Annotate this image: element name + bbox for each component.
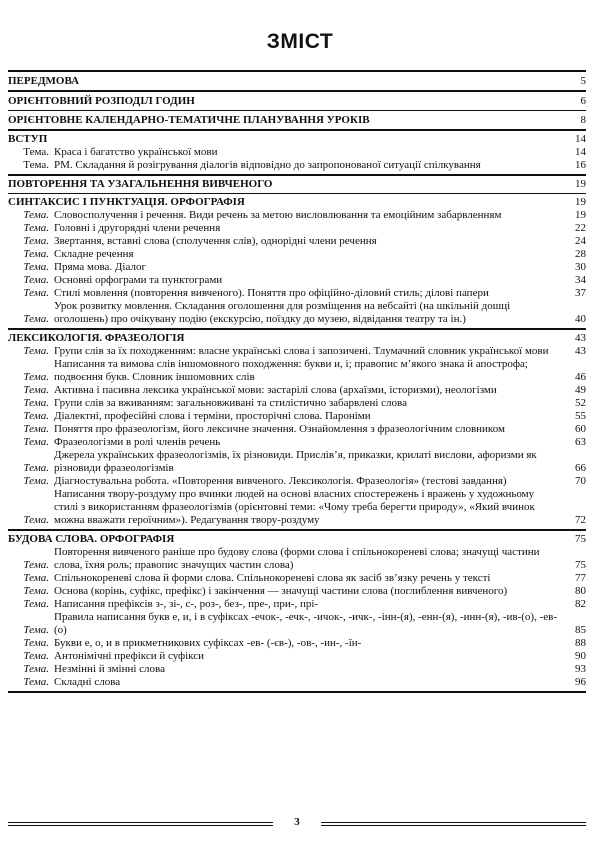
- entry-label: Тема.: [23, 235, 49, 247]
- entry-page-number: 24: [575, 235, 586, 247]
- entry-label: Тема.: [23, 209, 49, 221]
- entry-label: Тема.: [23, 371, 49, 383]
- entry-label: Тема.: [23, 345, 49, 357]
- entry-title: ОРІЄНТОВНИЙ РОЗПОДІЛ ГОДИН: [8, 95, 195, 107]
- entry-label: Тема.: [23, 397, 49, 409]
- entry-label: Тема.: [23, 384, 49, 396]
- entry-title: Букви е, о, и в прикметникових суфіксах -ев- (-єв-), -ов-, -ин-, -їн-: [54, 637, 362, 649]
- page-number: 3: [294, 816, 300, 828]
- toc-section-heading: [8, 178, 586, 191]
- toc-entry: [8, 449, 586, 475]
- toc-entry: [8, 209, 586, 222]
- entry-label: Тема.: [23, 598, 49, 610]
- entry-title: Правила написання букв е, и, і в суфіксах -ечок-, -ечк-, -ичок-, -ичк-, -інн-(я), -енн-(я), -инн-(я), -ив-(о), -ев-(о): [54, 611, 557, 636]
- toc-entry: [8, 384, 586, 397]
- divider: [8, 691, 586, 693]
- toc-entry: [8, 663, 586, 676]
- entry-page-number: 22: [575, 222, 586, 234]
- entry-page-number: 75: [575, 533, 586, 545]
- entry-label: Тема.: [23, 261, 49, 273]
- entry-title: Групи слів за їх походженням: власне українські слова і запозичені. Тлумачний словник української мови: [54, 345, 549, 357]
- entry-label: Тема.: [23, 462, 49, 474]
- entry-title: Урок розвитку мовлення. Складання оголошення для розміщення на вебсайті (на шкільній дошці оголошень) про очікувану подію (екскурсію, поїздку до музею, відвідання театру та ін.): [54, 300, 511, 325]
- toc-entry: [8, 235, 586, 248]
- entry-page-number: 19: [575, 178, 586, 190]
- toc-entry: [8, 488, 586, 527]
- entry-title: Спільнокореневі слова й форми слова. Спільнокореневі слова як засіб зв’язку речень у тексті: [54, 572, 491, 584]
- toc-entry: [8, 546, 586, 572]
- entry-title: ПЕРЕДМОВА: [8, 75, 80, 87]
- entry-label: Тема.: [23, 572, 49, 584]
- entry-label: Тема.: [23, 410, 49, 422]
- entry-page-number: 40: [575, 313, 586, 325]
- toc-entry: [8, 585, 586, 598]
- entry-title: Головні і другорядні члени речення: [54, 222, 221, 234]
- entry-title: Пряма мова. Діалог: [54, 261, 146, 273]
- entry-page-number: 14: [575, 146, 586, 158]
- entry-page-number: 19: [575, 209, 586, 221]
- toc-section-heading: [8, 95, 586, 108]
- table-of-contents: [8, 70, 586, 695]
- toc-entry: [8, 159, 586, 172]
- entry-title: Написання та вимова слів іншомовного походження: букви и, і; правопис м’якого знака й апострофа; подвоєння букв. Словник іншомовних слів: [54, 358, 528, 383]
- entry-title: Стилі мовлення (повторення вивченого). Поняття про офіційно-діловий стиль; ділові папери: [54, 287, 489, 299]
- entry-page-number: 72: [575, 514, 586, 526]
- toc-entry: [8, 345, 586, 358]
- toc-entry: [8, 572, 586, 585]
- entry-page-number: 88: [575, 637, 586, 649]
- entry-title: Основні орфограми та пунктограми: [54, 274, 223, 286]
- entry-title: Написання твору-роздуму про вчинки людей на основі власних спостережень і вражень у художньому стилі з використанням фразеологізмів (орієнтовні теми: «Чому треба берегти природу», «Який вчинок можна вважати героїчним»). Редагування твору-роздуму: [54, 488, 535, 526]
- divider: [8, 529, 586, 531]
- entry-title: Складні слова: [54, 676, 121, 688]
- divider: [8, 174, 586, 176]
- entry-page-number: 49: [575, 384, 586, 396]
- divider: [8, 328, 586, 330]
- entry-label: Тема.: [23, 436, 49, 448]
- entry-page-number: 70: [575, 475, 586, 487]
- toc-section-heading: [8, 133, 586, 146]
- entry-label: Тема.: [23, 274, 49, 286]
- entry-page-number: 5: [580, 75, 586, 87]
- entry-title: БУДОВА СЛОВА. ОРФОГРАФІЯ: [8, 533, 175, 545]
- toc-entry: [8, 261, 586, 274]
- toc-entry: [8, 248, 586, 261]
- toc-section-heading: [8, 114, 586, 127]
- entry-page-number: 14: [575, 133, 586, 145]
- entry-label: Тема.: [23, 676, 49, 688]
- toc-entry: [8, 436, 586, 449]
- toc-entry: [8, 358, 586, 384]
- entry-label: Тема.: [23, 559, 49, 571]
- entry-page-number: 46: [575, 371, 586, 383]
- entry-title: Діагностувальна робота. «Повторення вивченого. Лексикологія. Фразеологія» (тестові завдання): [54, 475, 507, 487]
- toc-entry: [8, 397, 586, 410]
- entry-title: Активна і пасивна лексика української мови: застарілі слова (архаїзми, історизми), неологізми: [54, 384, 497, 396]
- entry-page-number: 52: [575, 397, 586, 409]
- entry-page-number: 75: [575, 559, 586, 571]
- entry-page-number: 63: [575, 436, 586, 448]
- entry-label: Тема.: [23, 663, 49, 675]
- toc-section-heading: [8, 75, 586, 88]
- toc-entry: [8, 222, 586, 235]
- entry-title: СИНТАКСИС І ПУНКТУАЦІЯ. ОРФОГРАФІЯ: [8, 196, 245, 208]
- footer: [8, 816, 586, 830]
- entry-title: Краса і багатство української мови: [54, 146, 218, 158]
- divider: [8, 129, 586, 131]
- toc-entry: [8, 146, 586, 159]
- toc-entry: [8, 300, 586, 326]
- divider: [8, 90, 586, 92]
- entry-page-number: 30: [575, 261, 586, 273]
- toc-entry: [8, 637, 586, 650]
- toc-section-heading: [8, 332, 586, 345]
- entry-label: Тема.: [23, 514, 49, 526]
- toc-section-heading: [8, 196, 586, 209]
- entry-page-number: 34: [575, 274, 586, 286]
- entry-title: Звертання, вставні слова (сполучення слів), однорідні члени речення: [54, 235, 377, 247]
- entry-title: Основа (корінь, суфікс, префікс) і закінчення — значущі частини слова (поглиблення вивченого): [54, 585, 508, 597]
- entry-label: Тема.: [23, 146, 49, 158]
- entry-title: Діалектні, професійні слова і терміни, просторічні слова. Пароніми: [54, 410, 371, 422]
- entry-label: Тема.: [23, 475, 49, 487]
- divider: [8, 193, 586, 194]
- toc-entry: [8, 598, 586, 611]
- entry-label: Тема.: [23, 637, 49, 649]
- toc-entry: [8, 287, 586, 300]
- toc-entry: [8, 650, 586, 663]
- entry-title: Повторення вивченого раніше про будову слова (форми слова і спільнокореневі слова; значущі частини слова, їхня роль; правопис значущих частин слова): [54, 546, 540, 571]
- entry-title: Незмінні й змінні слова: [54, 663, 165, 675]
- entry-page-number: 43: [575, 345, 586, 357]
- toc-section-heading: [8, 533, 586, 546]
- entry-label: Тема.: [23, 624, 49, 636]
- entry-title: Написання префіксів з-, зі-, с-, роз-, без-, пре-, при-, прі-: [54, 598, 319, 610]
- page-title: ЗМІСТ: [266, 30, 334, 53]
- entry-page-number: 55: [575, 410, 586, 422]
- entry-page-number: 19: [575, 196, 586, 208]
- entry-title: Поняття про фразеологізм, його лексичне значення. Ознайомлення з фразеологічним словником: [54, 423, 505, 435]
- entry-title: ОРІЄНТОВНЕ КАЛЕНДАРНО-ТЕМАТИЧНЕ ПЛАНУВАННЯ УРОКІВ: [8, 114, 370, 126]
- toc-entry: [8, 676, 586, 689]
- entry-page-number: 8: [580, 114, 586, 126]
- entry-title: Складне речення: [54, 248, 134, 260]
- entry-label: Тема.: [23, 287, 49, 299]
- entry-page-number: 6: [580, 95, 586, 107]
- toc-entry: [8, 410, 586, 423]
- divider: [8, 70, 586, 72]
- divider: [8, 110, 586, 111]
- entry-page-number: 77: [575, 572, 586, 584]
- entry-title: Групи слів за вживанням: загальновживані та стилістично забарвлені слова: [54, 397, 407, 409]
- entry-label: Тема.: [23, 423, 49, 435]
- entry-page-number: 82: [575, 598, 586, 610]
- entry-page-number: 28: [575, 248, 586, 260]
- entry-title: РМ. Складання й розігрування діалогів відповідно до запропонованої ситуації спілкування: [54, 159, 481, 171]
- entry-page-number: 66: [575, 462, 586, 474]
- toc-entry: [8, 611, 586, 637]
- toc-entry: [8, 475, 586, 488]
- entry-page-number: 80: [575, 585, 586, 597]
- entry-title: ЛЕКСИКОЛОГІЯ. ФРАЗЕОЛОГІЯ: [8, 332, 185, 344]
- toc-entry: [8, 274, 586, 287]
- entry-page-number: 16: [575, 159, 586, 171]
- entry-title: Джерела українських фразеологізмів, їх різновиди. Прислів’я, приказки, крилаті вислови, афоризми як різновиди фразеологізмів: [54, 449, 537, 474]
- entry-page-number: 93: [575, 663, 586, 675]
- entry-page-number: 43: [575, 332, 586, 344]
- entry-title: ПОВТОРЕННЯ ТА УЗАГАЛЬНЕННЯ ВИВЧЕНОГО: [8, 178, 273, 190]
- entry-page-number: 96: [575, 676, 586, 688]
- entry-title: ВСТУП: [8, 133, 48, 145]
- toc-entry: [8, 423, 586, 436]
- entry-title: Фразеологізми в ролі членів речень: [54, 436, 221, 448]
- entry-page-number: 90: [575, 650, 586, 662]
- entry-page-number: 60: [575, 423, 586, 435]
- entry-label: Тема.: [23, 248, 49, 260]
- entry-label: Тема.: [23, 222, 49, 234]
- entry-label: Тема.: [23, 650, 49, 662]
- entry-title: Словосполучення і речення. Види речень за метою висловлювання та емоційним забарвленням: [54, 209, 502, 221]
- entry-title: Антонімічні префікси й суфікси: [54, 650, 204, 662]
- entry-page-number: 37: [575, 287, 586, 299]
- entry-page-number: 85: [575, 624, 586, 636]
- entry-label: Тема.: [23, 313, 49, 325]
- entry-label: Тема.: [23, 585, 49, 597]
- entry-label: Тема.: [23, 159, 49, 171]
